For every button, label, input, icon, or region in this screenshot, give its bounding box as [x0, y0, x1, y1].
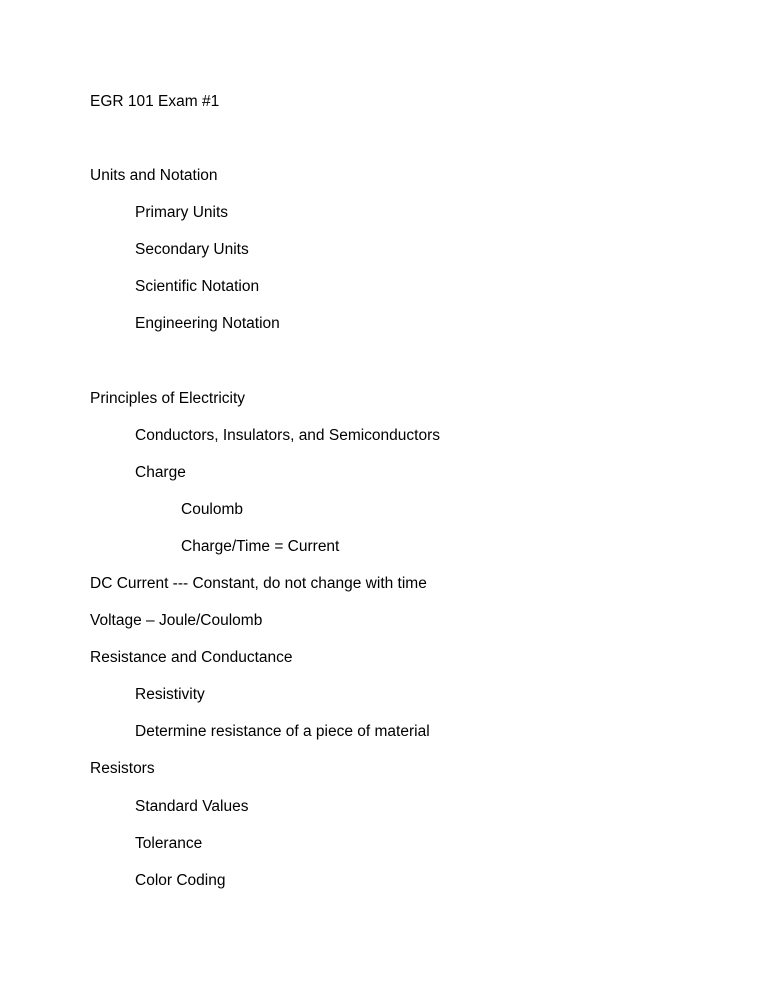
list-item: Charge — [135, 464, 186, 481]
list-item: Color Coding — [135, 872, 226, 889]
section-heading-resistance: Resistance and Conductance — [90, 649, 293, 666]
list-item: Engineering Notation — [135, 315, 280, 332]
list-item: Conductors, Insulators, and Semiconductors — [135, 427, 440, 444]
section-heading-dc-current: DC Current --- Constant, do not change with time — [90, 575, 427, 592]
document-title: EGR 101 Exam #1 — [90, 93, 220, 110]
sub-list-item: Coulomb — [181, 501, 244, 518]
section-heading-voltage: Voltage – Joule/Coulomb — [90, 612, 263, 629]
section-heading-units: Units and Notation — [90, 167, 218, 184]
list-item: Primary Units — [135, 204, 229, 221]
list-item: Secondary Units — [135, 241, 249, 258]
list-item: Standard Values — [135, 798, 249, 815]
list-item: Scientific Notation — [135, 278, 260, 295]
list-item: Resistivity — [135, 686, 205, 703]
sub-list-item: Charge/Time = Current — [181, 538, 340, 555]
list-item: Tolerance — [135, 835, 203, 852]
section-heading-electricity: Principles of Electricity — [90, 390, 246, 407]
list-item: Determine resistance of a piece of material — [135, 723, 430, 740]
section-heading-resistors: Resistors — [90, 760, 155, 777]
